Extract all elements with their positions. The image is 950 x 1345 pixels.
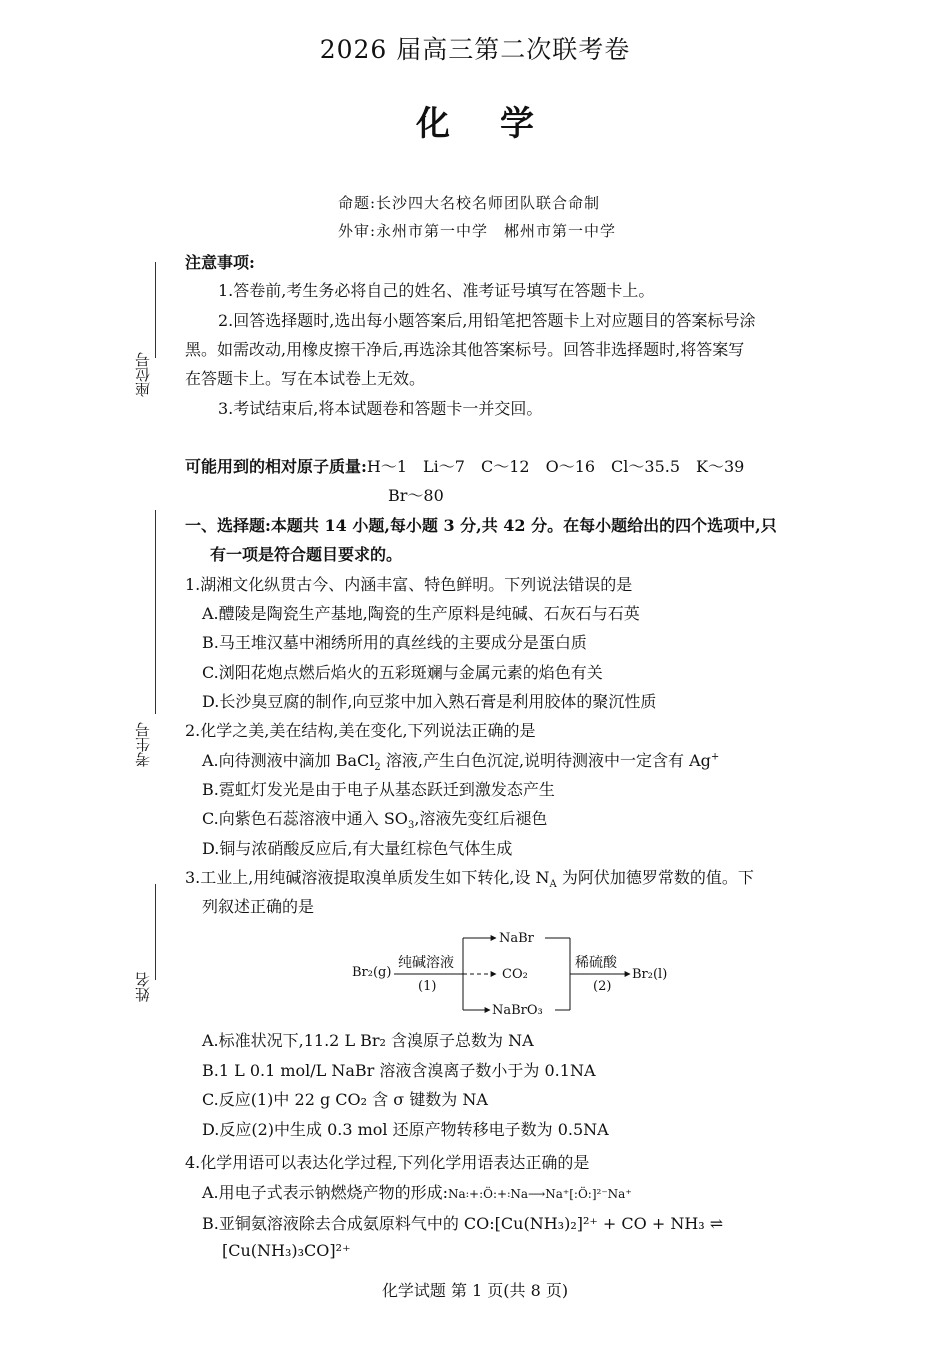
question-3-stem-2: 列叙述正确的是 xyxy=(202,897,315,916)
question-4-stem: 4.化学用语可以表达化学过程,下列化学用语表达正确的是 xyxy=(185,1153,590,1172)
section-heading-2: 有一项是符合题目要求的。 xyxy=(210,545,403,564)
q2-c-text: C.向紫色石蕊溶液中通入 SO xyxy=(202,809,408,828)
q1-option-c: C.浏阳花炮点燃后焰火的五彩斑斓与金属元素的焰色有关 xyxy=(202,663,603,682)
q2-a-sup: + xyxy=(710,751,720,763)
diagram-step-1: (1) xyxy=(418,979,437,994)
bromine-flow-diagram xyxy=(350,928,680,1020)
diagram-product-2: CO₂ xyxy=(502,967,528,982)
seat-rule xyxy=(155,262,156,358)
q3-option-c: C.反应(1)中 22 g CO₂ 含 σ 键数为 NA xyxy=(202,1090,488,1109)
exam-no-label: 考生号 xyxy=(134,722,152,767)
q4-option-a xyxy=(202,1180,632,1203)
notice-item: 黑。如需改动,用橡皮擦干净后,再选涂其他答案标号。回答非选择题时,将答案写 xyxy=(185,340,745,359)
q3-stem-sub: A xyxy=(549,879,557,891)
question-1-stem: 1.湖湘文化纵贯古今、内涵丰富、特色鲜明。下列说法错误的是 xyxy=(185,575,633,594)
author-credit: 命题:长沙四大名校名师团队联合命制 xyxy=(338,194,601,212)
notice-item: 2.回答选择题时,选出每小题答案后,用铅笔把答题卡上对应题目的答案标号涂 xyxy=(218,311,756,330)
diagram-end: Br₂(l) xyxy=(632,967,668,982)
q4-option-b: B.亚铜氨溶液除去合成氨原料气中的 CO:[Cu(NH₃)₂]²⁺ + CO + NH₃ ⇌ xyxy=(202,1214,724,1233)
subject-title: 化学 xyxy=(416,104,584,144)
diagram-product-1: NaBr xyxy=(499,931,534,946)
q1-option-a: A.醴陵是陶瓷生产基地,陶瓷的生产原料是纯碱、石灰石与石英 xyxy=(202,604,640,623)
diagram-reagent-1: 纯碱溶液 xyxy=(398,955,454,971)
q2-option-b: B.霓虹灯发光是由于电子从基态跃迁到激发态产生 xyxy=(202,780,555,799)
exam-title: 2026 届高三第二次联考卷 xyxy=(319,35,631,64)
q4-a-formula: Na꞉+:Ö:+꞉Na⟶Na⁺[:Ö:]²⁻Na⁺ xyxy=(448,1187,632,1201)
seat-label: 座位号 xyxy=(134,352,152,397)
q2-option-c xyxy=(202,806,547,831)
q1-option-b: B.马王堆汉墓中湘绣所用的真丝线的主要成分是蛋白质 xyxy=(202,633,587,652)
diagram-reagent-2: 稀硫酸 xyxy=(575,955,617,971)
atomic-mass-values: H～1 Li～7 C～12 O～16 Cl～35.5 K～39 xyxy=(366,457,745,476)
diagram-product-3: NaBrO₃ xyxy=(492,1003,543,1018)
name-label: 姓名 xyxy=(134,972,152,1002)
exam-no-rule xyxy=(155,510,156,714)
q2-a-text-2: 溶液,产生白色沉淀,说明待测液中一定含有 Ag xyxy=(380,751,711,770)
reviewer-credit: 外审:永州市第一中学 郴州市第一中学 xyxy=(338,222,617,240)
q3-stem-text: 3.工业上,用纯碱溶液提取溴单质发生如下转化,设 N xyxy=(185,868,550,887)
diagram-start: Br₂(g) xyxy=(352,965,392,980)
notice-heading: 注意事项: xyxy=(185,253,255,272)
question-2-stem: 2.化学之美,美在结构,美在变化,下列说法正确的是 xyxy=(185,721,536,740)
atomic-mass-line xyxy=(185,454,744,477)
atomic-mass-label: 可能用到的相对原子质量: xyxy=(185,457,367,476)
q2-option-d: D.铜与浓硝酸反应后,有大量红棕色气体生成 xyxy=(202,839,513,858)
q2-a-sub: 2 xyxy=(374,762,381,774)
q3-option-b: B.1 L 0.1 mol/L NaBr 溶液含溴离子数小于为 0.1NA xyxy=(202,1061,596,1080)
q3-option-a: A.标准状况下,11.2 L Br₂ 含溴原子总数为 NA xyxy=(202,1031,534,1050)
section-heading: 一、选择题:本题共 14 小题,每小题 3 分,共 42 分。在每小题给出的四个选项中,只 xyxy=(185,516,777,535)
notice-item: 1.答卷前,考生务必将自己的姓名、准考证号填写在答题卡上。 xyxy=(218,281,655,300)
notice-item: 3.考试结束后,将本试题卷和答题卡一并交回。 xyxy=(218,399,543,418)
atomic-mass-values-2: Br～80 xyxy=(388,486,444,505)
q4-option-b-2: [Cu(NH₃)₃CO]²⁺ xyxy=(222,1241,351,1260)
diagram-step-2: (2) xyxy=(593,979,612,994)
q2-c-sub: 3 xyxy=(407,820,415,832)
q4-a-text: A.用电子式表示钠燃烧产物的形成: xyxy=(202,1183,449,1202)
q2-c-text-2: ,溶液先变红后褪色 xyxy=(414,809,548,828)
q3-option-d: D.反应(2)中生成 0.3 mol 还原产物转移电子数为 0.5NA xyxy=(202,1120,609,1139)
q3-stem-text-2: 为阿伏加德罗常数的值。下 xyxy=(556,868,754,887)
page-footer: 化学试题 第 1 页(共 8 页) xyxy=(381,1281,569,1300)
notice-item: 在答题卡上。写在本试卷上无效。 xyxy=(185,369,426,388)
q1-option-d: D.长沙臭豆腐的制作,向豆浆中加入熟石膏是利用胶体的聚沉性质 xyxy=(202,692,657,711)
name-rule xyxy=(155,884,156,980)
q2-option-a xyxy=(202,748,719,773)
question-3-stem xyxy=(185,865,754,890)
q2-a-text: A.向待测液中滴加 BaCl xyxy=(202,751,375,770)
